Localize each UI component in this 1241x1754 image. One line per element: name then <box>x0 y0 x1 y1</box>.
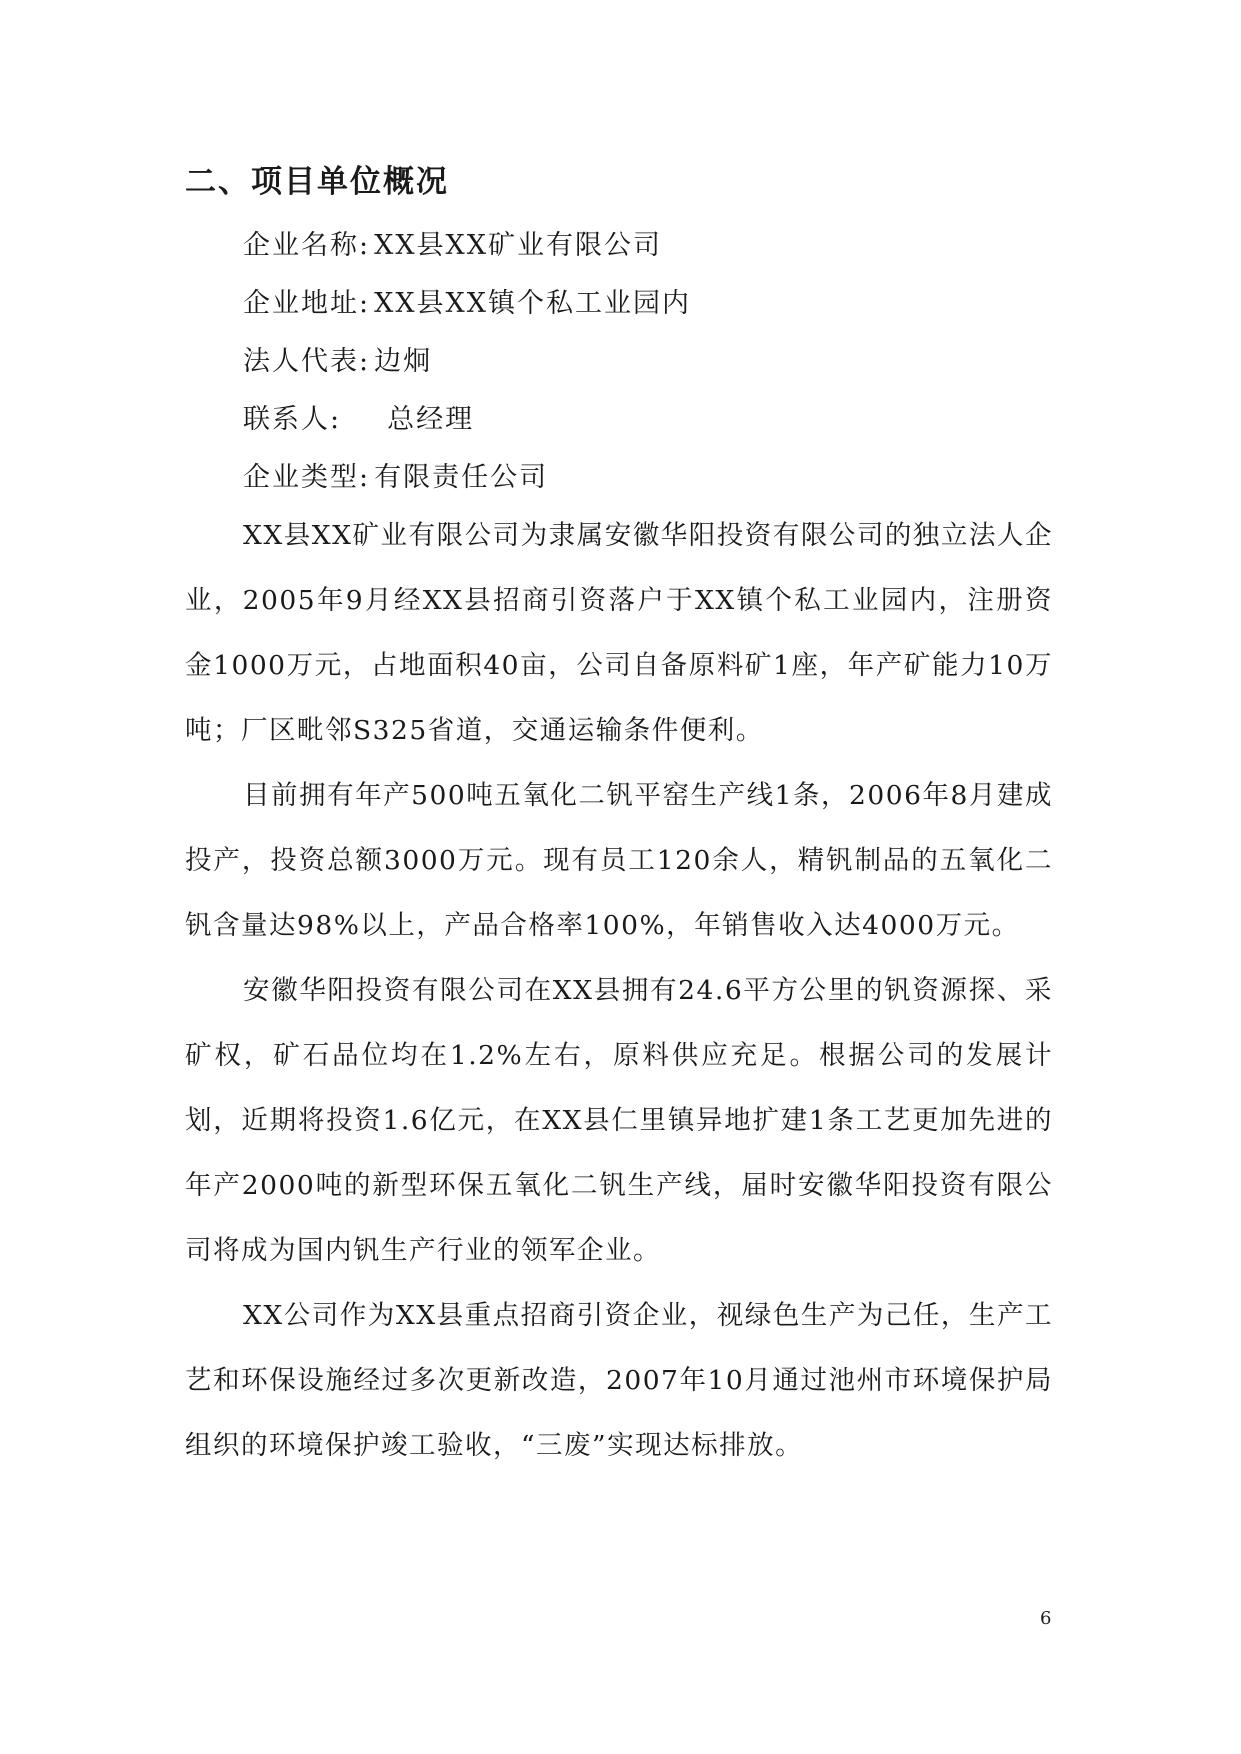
field-company-type <box>243 458 548 498</box>
field-value: XX县XX镇个私工业园内 <box>374 288 691 319</box>
paragraph-expansion-plan: 安徽华阳投资有限公司在XX县拥有24.6平方公里的钒资源探、采矿权，矿石品位均在1.2%左右，原料供应充足。根据公司的发展计划，近期将投资1.6亿元，在XX县仁里镇异地扩建1条工艺更加先进的年产2000吨的新型环保五氧化二钒生产线，届时安徽华阳投资有限公司将成为国内钒生产行业的领军企业。 <box>185 975 1053 1266</box>
paragraph-environmental-compliance: XX公司作为XX县重点招商引资企业，视绿色生产为己任，生产工艺和环保设施经过多次更新改造，2007年10月通过池州市环境保护局组织的环境保护竣工验收，“三废”实现达标排放。 <box>185 1300 1053 1461</box>
field-contact-person <box>243 400 474 440</box>
field-company-name <box>243 226 662 266</box>
field-label: 联系人: <box>243 404 342 435</box>
paragraph-current-production: 目前拥有年产500吨五氧化二钒平窑生产线1条，2006年8月建成投产，投资总额3000万元。现有员工120余人，精钒制品的五氧化二钒含量达98%以上，产品合格率100%，年销售收入达4000万元。 <box>185 780 1053 941</box>
field-legal-representative <box>243 342 432 382</box>
field-label: 法人代表: <box>243 346 371 377</box>
field-value: XX县XX矿业有限公司 <box>374 230 662 261</box>
field-value: 有限责任公司 <box>374 462 549 493</box>
field-label: 企业地址: <box>243 288 371 319</box>
field-company-address <box>243 284 691 324</box>
paragraph-company-background: XX县XX矿业有限公司为隶属安徽华阳投资有限公司的独立法人企业，2005年9月经XX县招商引资落户于XX镇个私工业园内，注册资金1000万元，占地面积40亩，公司自备原料矿1座，年产矿能力10万吨；厂区毗邻S325省道，交通运输条件便利。 <box>185 520 1053 746</box>
field-value: 边炯 <box>374 346 433 377</box>
field-value: 总经理 <box>387 404 475 435</box>
section-heading: 二、项目单位概况 <box>185 164 449 200</box>
page-number: 6 <box>1040 1608 1052 1629</box>
field-label: 企业类型: <box>243 462 371 493</box>
field-label: 企业名称: <box>243 230 371 261</box>
